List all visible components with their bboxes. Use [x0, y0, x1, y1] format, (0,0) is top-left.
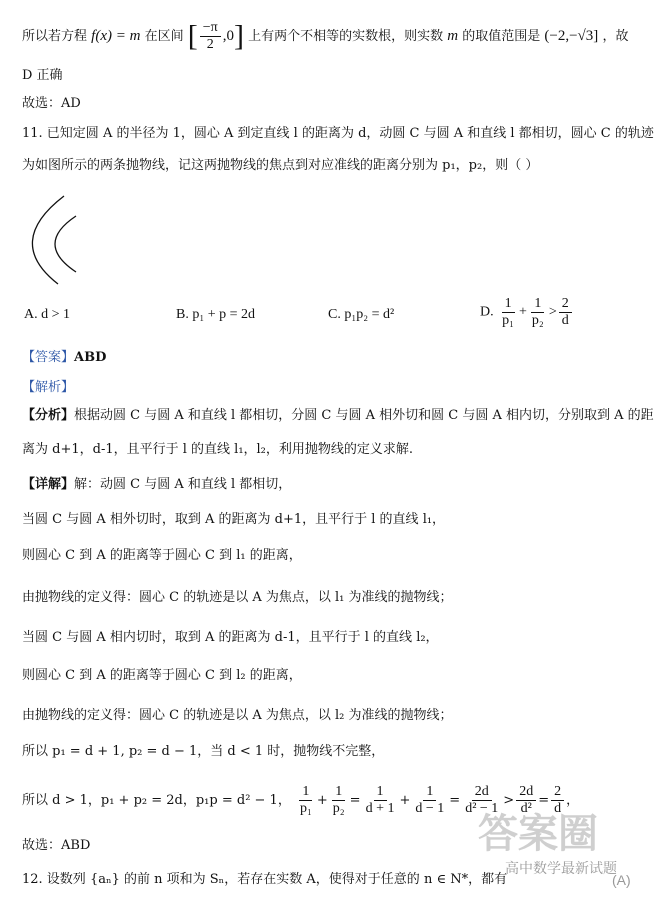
text: 的取值范围是 [462, 29, 541, 44]
equation: f(x) = m [91, 28, 141, 44]
option-b: B. p₁ + p = 2d [176, 307, 256, 322]
text-line: 故选：AD [22, 96, 81, 111]
analysis-tag: 【解析】 [22, 380, 75, 395]
xiangjie-line5: 当圆 C 与圆 A 相内切时，取到 A 的距离为 d-1，且平行于 l 的直线 l₂， [22, 630, 439, 645]
parabola-inner [55, 216, 76, 272]
fenxi-line1: 【分析】根据动圆 C 与圆 A 和直线 l 都相切，分圆 C 与圆 A 相外切和圆 C 与圆 A 相内切，分别取到 A 的距 [22, 408, 654, 423]
question-12-line1: 12. 设数列 {aₙ} 的前 n 项和为 Sₙ，若存在实数 A，使得对于任意的 n ∈ N*，都有 [22, 872, 508, 887]
left-bracket: [ [187, 19, 198, 53]
text-line: D 正确 [22, 68, 63, 83]
interval-end: ,0 [222, 28, 234, 44]
parabola-outer [32, 196, 64, 284]
parabola-figure [24, 192, 84, 292]
xiangjie-line6: 则圆心 C 到 A 的距离等于圆心 C 到 l₂ 的距离， [22, 668, 302, 683]
xiangjie-line2: 当圆 C 与圆 A 相外切时，取到 A 的距离为 d+1，且平行于 l 的直线 l₁， [22, 512, 446, 527]
xiangjie-line9: 所以 d > 1，p₁ + p₂ = 2d，p₁p = d² − 1， $\frac{1}{\text{p₁}}$ + $\frac{1}{\text{p₂}}$ = $\frac{1}{d + 1}$ + $\frac{1}{d - 1}$ = $\frac{2d}{\text{d² − 1}}$ > $\frac{2d}{\text{d²}}$ = $\frac{2}{d}$ ， [22, 784, 580, 816]
text-line-range: 所以若方程 f(x) = m 在区间 [ $\frac{-\pi}{2}$ ,0] 上有两个不相等的实数根，则实数 m 的取值范围是 (−2,−√3] ，故 [22, 19, 629, 53]
text: 上有两个不相等的实数根，则实数 [248, 29, 444, 44]
xiangjie-line4: 由抛物线的定义得：圆心 C 的轨迹是以 A 为焦点，以 l₁ 为准线的抛物线； [22, 590, 453, 605]
question-11-line2: 为如图所示的两条抛物线，记这两抛物线的焦点到对应准线的距离分别为 p₁，p₂，则（ ） [22, 158, 539, 173]
xiangjie-line8: 所以 p₁ = d + 1, p₂ = d − 1，当 d < 1 时，抛物线不完整， [22, 744, 385, 759]
fraction: $\frac{-\pi}{2}$ [200, 20, 221, 53]
final-answer: 故选：ABD [22, 838, 91, 853]
text: 在区间 [144, 29, 184, 44]
watermark-tail: (A) [612, 872, 631, 888]
watermark-logo: 答案圈 [478, 812, 598, 856]
fenxi-line2: 离为 d+1，d-1，且平行于 l 的直线 l₁，l₂，利用抛物线的定义求解. [22, 442, 414, 457]
answer-line: 【答案】ABD [22, 350, 107, 365]
xiangjie-line3: 则圆心 C 到 A 的距离等于圆心 C 到 l₁ 的距离， [22, 548, 302, 563]
range-value: (−2,−√3] [544, 28, 599, 44]
xiangjie-line1: 【详解】解：动圆 C 与圆 A 和直线 l 都相切， [22, 477, 292, 492]
right-bracket: ] [233, 19, 244, 53]
option-d: D. $\frac{1}{\text{p₁}}$ + $\frac{1}{\text{p₂}}$ > $\frac{2}{d}$ [480, 296, 574, 329]
question-11-line1: 11. 已知定圆 A 的半径为 1，圆心 A 到定直线 l 的距离为 d，动圆 C 与圆 A 和直线 l 都相切，圆心 C 的轨迹 [22, 126, 654, 141]
watermark-text: 高中数学最新试题 [505, 860, 617, 876]
option-c: C. p₁p₂ = d² [328, 307, 395, 322]
text: 所以若方程 [22, 29, 88, 44]
option-a: A. d > 1 [24, 307, 71, 322]
xiangjie-line7: 由抛物线的定义得：圆心 C 的轨迹是以 A 为焦点，以 l₂ 为准线的抛物线； [22, 708, 453, 723]
